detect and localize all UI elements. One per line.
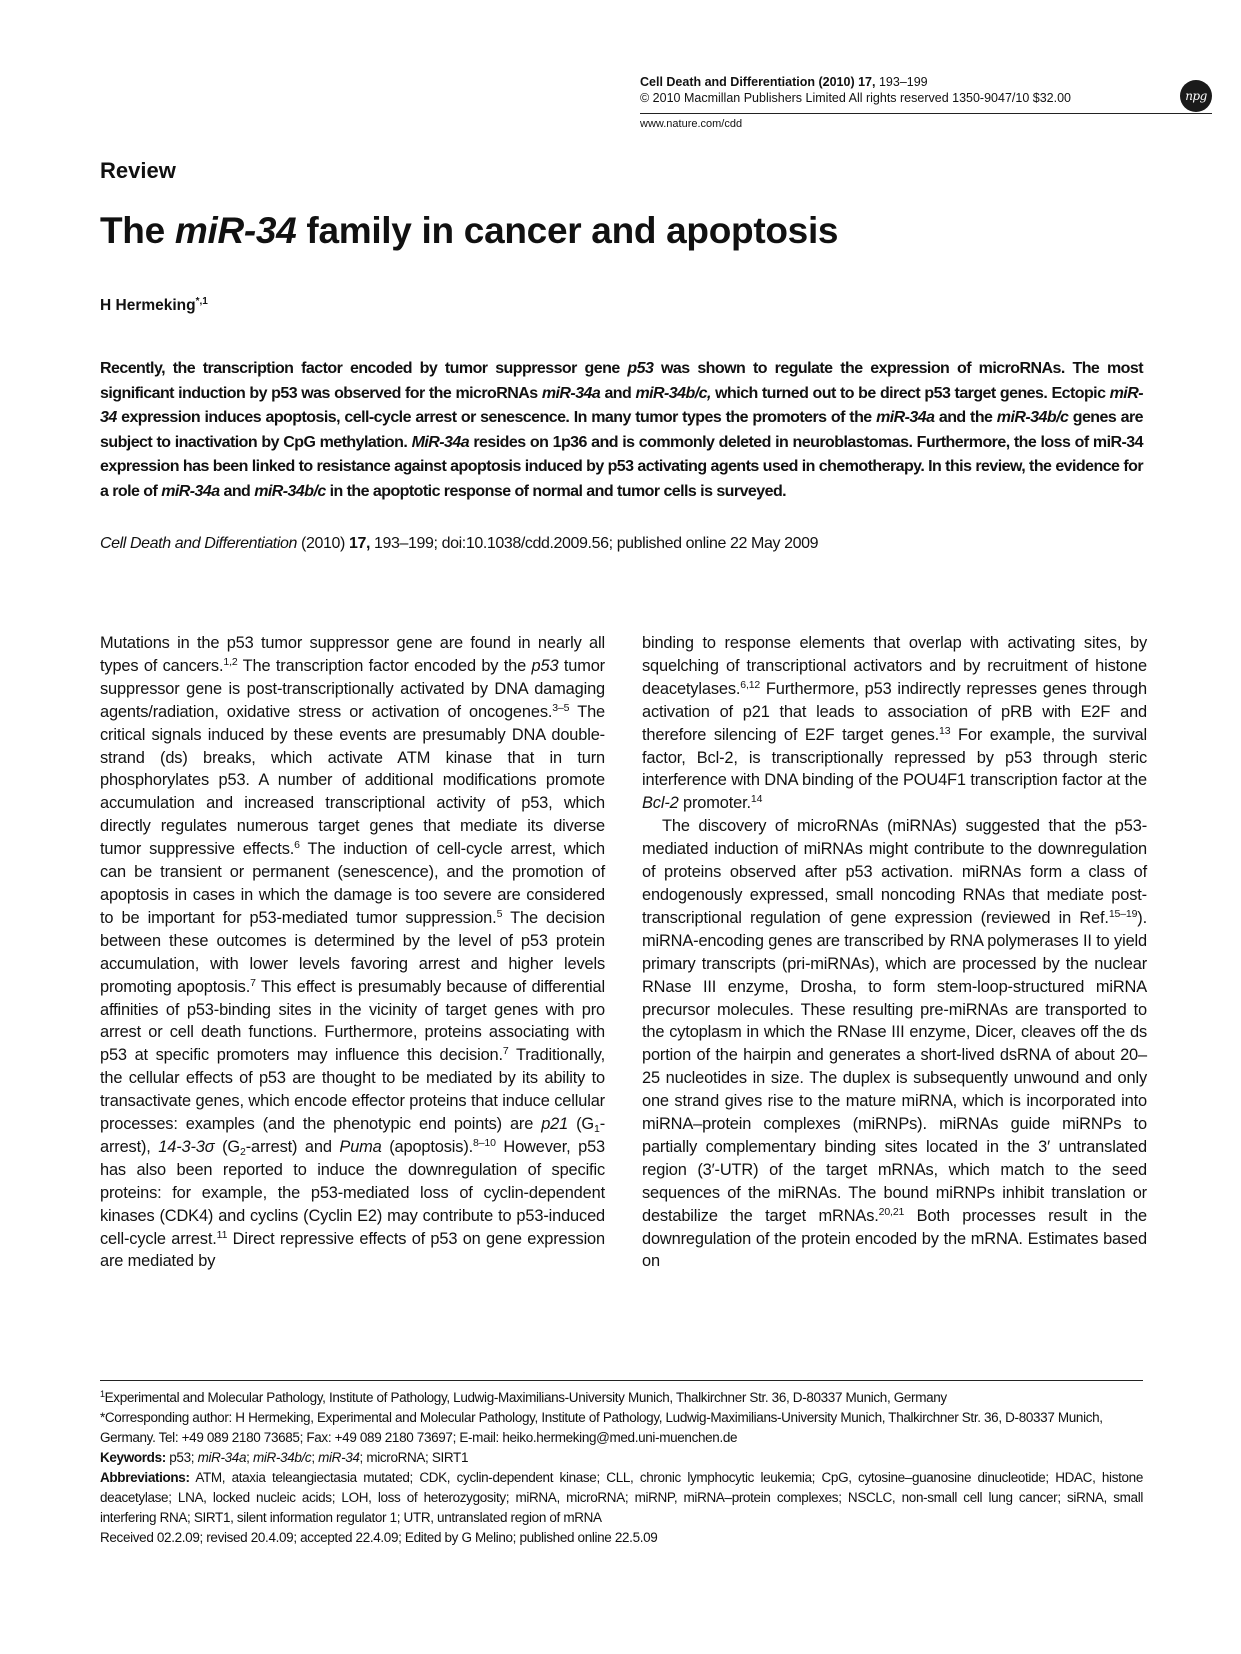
body-paragraph xyxy=(100,632,605,1273)
reference-mark[interactable]: 7 xyxy=(250,976,256,989)
author-affiliation-marks: *,1 xyxy=(195,296,208,307)
citation-volume: 17, xyxy=(348,535,371,552)
footer-divider xyxy=(100,1380,1143,1381)
body-text: binding to response elements that overlap with activating sites, by squelching of transcriptional activators and by recruitment of histone deacetylases. xyxy=(642,634,1147,698)
article-title xyxy=(100,210,838,252)
reference-mark[interactable]: 6,12 xyxy=(740,678,761,691)
body-text: However, p53 has also been reported to induce the downregulation of specific proteins: for example, the p53-mediated loss of cyclin-dependent kinases (CDK4) and cyclins (Cyclin E2) may contribute to p53-induced cell-cycle arrest. xyxy=(100,1137,605,1248)
abstract-gene: MiR-34a xyxy=(411,433,470,451)
citation-line xyxy=(100,532,1143,556)
author-line xyxy=(100,296,208,315)
reference-mark[interactable]: 11 xyxy=(216,1228,228,1241)
abstract-text: was shown to regulate the expression of microRNAs. The most significant induction by p53 was observed for the microRNAs xyxy=(100,360,1144,402)
abstract-gene: miR-34b/c xyxy=(254,482,326,500)
keyword-separator: ; xyxy=(246,1450,253,1465)
subscript: 2 xyxy=(240,1145,246,1158)
footnotes xyxy=(100,1388,1143,1548)
journal-name: Cell Death and Differentiation (2010) 17, xyxy=(640,75,876,89)
section-label: Review xyxy=(100,158,176,183)
abstract-text: Recently, the transcription factor encoded by tumor suppressor gene xyxy=(100,360,628,377)
keyword: miR-34b/c xyxy=(252,1450,312,1465)
abstract-text: resides on 1p36 and is commonly deleted in neuroblastomas. Furthermore, the loss of miR-34 expression has been linked to resistance against apoptosis induced by p53 activating agents used in chemotherapy. In this review, the evidence for a role of xyxy=(100,433,1143,500)
reference-mark[interactable]: 13 xyxy=(939,724,951,737)
affiliation-text: Experimental and Molecular Pathology, Institute of Pathology, Ludwig-Maximilians-University Munich, Thalkirchner Str. 36, D-80337 Munich, Germany xyxy=(104,1390,947,1405)
abstract-gene: miR-34a xyxy=(876,409,935,426)
body-text: -arrest), xyxy=(100,1115,606,1156)
body-column-left xyxy=(100,632,605,1273)
body-text: ). miRNA-encoding genes are transcribed by RNA polymerases II to yield primary transcripts (pri-miRNAs), which are processed by the nuclear RNase III enzyme, Drosha, to form stem-loop-structured miRNA precursor molecules. These resulting pre-miRNAs are transported to the cytoplasm in which the RNase III enzyme, Dicer, cleaves off the ds portion of the hairpin and generates a short-lived dsRNA of about 20–25 nucleotides in size. The duplex is subsequently unwound and only one strand gives rise to the mature miRNA, which is incorporated into miRNA–protein complexes (miRNPs). miRNAs guide miRNPs to partially complementary binding sites located in the 3′ untranslated region (3′-UTR) of the target mRNAs, which match to the seed sequences of the miRNAs. The bound miRNPs inhibit translation or destabilize the target mRNAs. xyxy=(642,908,1147,1225)
reference-mark[interactable]: 6 xyxy=(294,839,300,852)
body-text: -arrest) and xyxy=(245,1137,340,1156)
journal-header xyxy=(640,74,1140,106)
gene-name: Bcl-2 xyxy=(642,794,679,813)
reference-mark[interactable]: 8–10 xyxy=(473,1136,496,1149)
body-text: The critical signals induced by these events are presumably DNA double-strand (ds) breaks, which activate ATM kinase that in turn phosphorylates p53. A number of additional modifications promote accumulation and increased transcriptional activity of p53, which directly regulates numerous target genes that mediate its diverse tumor suppressive effects. xyxy=(100,702,605,859)
title-prefix: The xyxy=(100,210,175,251)
abstract-text: and xyxy=(600,384,636,402)
keywords-line xyxy=(100,1448,1143,1468)
affiliation-note xyxy=(100,1388,1143,1408)
reference-mark[interactable]: 3–5 xyxy=(552,701,570,714)
gene-name: p21 xyxy=(541,1115,569,1134)
received-line: Received 02.2.09; revised 20.4.09; accepted 22.4.09; Edited by G Melino; published online 22.5.09 xyxy=(100,1530,658,1545)
reference-mark[interactable]: 15–19 xyxy=(1108,907,1138,920)
affiliation-mark: 1 xyxy=(100,1389,105,1399)
title-suffix: family in cancer and apoptosis xyxy=(296,210,839,251)
reference-mark[interactable]: 5 xyxy=(496,907,503,920)
body-text: promoter. xyxy=(678,794,751,813)
keyword-separator: ; xyxy=(311,1450,319,1465)
gene-name: 14-3-3σ xyxy=(158,1137,215,1156)
gene-name: Puma xyxy=(339,1137,382,1156)
keywords-label: Keywords: xyxy=(100,1450,166,1465)
abstract-text: which turned out to be direct p53 target genes. Ectopic xyxy=(710,384,1110,402)
reference-mark[interactable]: 14 xyxy=(750,793,763,806)
body-text: (apoptosis). xyxy=(381,1137,474,1156)
journal-url-link[interactable]: www.nature.com/cdd xyxy=(640,118,743,130)
keyword: p53; xyxy=(165,1450,198,1465)
citation-year: (2010) xyxy=(297,535,349,552)
body-text: Mutations in the p53 tumor suppressor gene are found in nearly all types of cancers. xyxy=(100,634,605,675)
body-text: Furthermore, p53 indirectly represses genes through activation of p21 that leads to association of pRB with E2F and therefore silencing of E2F target genes. xyxy=(642,679,1147,744)
abstract-gene: miR-34a xyxy=(541,384,601,402)
abstract-gene: miR-34a xyxy=(161,482,220,500)
reference-mark[interactable]: 7 xyxy=(502,1045,509,1058)
abbreviations-label: Abbreviations: xyxy=(100,1470,190,1485)
body-text: (G xyxy=(214,1137,241,1156)
body-text: The transcription factor encoded by the xyxy=(237,656,532,675)
title-gene: miR-34 xyxy=(174,210,297,251)
body-paragraph xyxy=(642,632,1147,815)
body-column-right xyxy=(642,632,1147,1273)
body-text: tumor suppressor gene is post-transcriptionally activated by DNA damaging agents/radiation, oxidative stress or activation of oncogenes. xyxy=(100,656,605,721)
abstract xyxy=(100,357,1143,504)
body-paragraph xyxy=(642,815,1147,1273)
body-text: Both processes result in the downregulation of the protein encoded by the mRNA. Estimates based on xyxy=(642,1206,1147,1271)
body-text: The discovery of microRNAs (miRNAs) suggested that the p53-mediated induction of miRNAs might contribute to the downregulation of proteins observed after p53 activation. miRNAs form a class of endogenously expressed, small noncoding RNAs that mediate post-transcriptional regulation of gene expression (reviewed in Ref. xyxy=(642,817,1147,927)
body-text: The induction of cell-cycle arrest, which can be transient or permanent (senescence), and the promotion of apoptosis in cases in which the damage is too severe are considered to be important for p53-mediated tumor suppression. xyxy=(100,840,605,927)
header-divider xyxy=(640,113,1212,114)
body-text: Direct repressive effects of p53 on gene expression are mediated by xyxy=(100,1229,605,1271)
body-text: The decision between these outcomes is determined by the level of p53 protein accumulation, with lower levels favoring arrest and higher levels promoting apoptosis. xyxy=(100,908,605,996)
citation-doi: 193–199; doi:10.1038/cdd.2009.56; published online 22 May 2009 xyxy=(370,535,819,552)
keyword: miR-34 xyxy=(318,1450,360,1465)
abstract-text: genes are subject to inactivation by CpG methylation. xyxy=(100,409,1143,451)
abstract-gene: miR-34 xyxy=(100,384,1143,426)
abstract-gene: miR-34b/c xyxy=(996,409,1069,426)
npg-logo-icon: npg xyxy=(1180,80,1212,112)
author-name: H Hermeking xyxy=(100,297,196,315)
citation-journal: Cell Death and Differentiation xyxy=(100,535,298,552)
body-text: (G xyxy=(568,1115,594,1134)
reference-mark[interactable]: 1,2 xyxy=(223,655,238,668)
gene-name: p53 xyxy=(531,656,559,675)
abstract-text: expression induces apoptosis, cell-cycle arrest or senescence. In many tumor types the promoters of the xyxy=(116,409,877,426)
abbreviations-line xyxy=(100,1468,1143,1528)
body-text: This effect is presumably because of differential affinities of p53-binding sites in the vicinity of target genes with pro arrest or cell death functions. Furthermore, proteins associating with p53 at specific promoters may influence this decision. xyxy=(100,977,605,1065)
journal-pages: 193–199 xyxy=(875,75,928,89)
abbreviations-text: ATM, ataxia teleangiectasia mutated; CDK, cyclin-dependent kinase; CLL, chronic lymphocytic leukemia; CpG, cytosine–guanosine dinucleotide; HDAC, histone deacetylase; LNA, locked nucleic acids; LOH, loss of heterozygosity; miRNA, microRNA; miRNP, miRNA–protein complexes; NSCLC, non-small cell lung cancer; siRNA, small interfering RNA; SIRT1, silent information regulator 1; UTR, untranslated region of mRNA xyxy=(100,1470,1143,1525)
abstract-text: and xyxy=(219,482,255,500)
abstract-gene: miR-34b/c, xyxy=(635,384,711,402)
subscript: 1 xyxy=(594,1123,600,1136)
abstract-text: and the xyxy=(934,409,997,426)
body-text: Traditionally, the cellular effects of p53 are thought to be mediated by its ability to transactivate genes, which encode effector proteins that induce cellular processes: examples (and the phenotypic end points) are xyxy=(100,1046,605,1134)
abstract-text: in the apoptotic response of normal and tumor cells is surveyed. xyxy=(325,482,787,500)
abstract-gene: p53 xyxy=(627,360,654,377)
keyword: ; microRNA; SIRT1 xyxy=(359,1450,469,1465)
corresponding-author-note: *Corresponding author: H Hermeking, Experimental and Molecular Pathology, Institute of Pathology, Ludwig-Maximilians-University Munich, Thalkirchner Str. 36, D-80337 Munich, Germany. Tel: +49 089 2180 73685; Fax: +49 089 2180 73697; E-mail: heiko.hermeking@med.uni-muenchen.de xyxy=(100,1410,1103,1445)
reference-mark[interactable]: 20,21 xyxy=(878,1205,905,1218)
keyword: miR-34a xyxy=(197,1450,247,1465)
body-text: For example, the survival factor, Bcl-2, is transcriptionally repressed by p53 through steric interference with DNA binding of the POU4F1 transcription factor at the xyxy=(642,725,1147,790)
copyright-line: © 2010 Macmillan Publishers Limited All rights reserved 1350-9047/10 $32.00 xyxy=(640,91,1071,105)
